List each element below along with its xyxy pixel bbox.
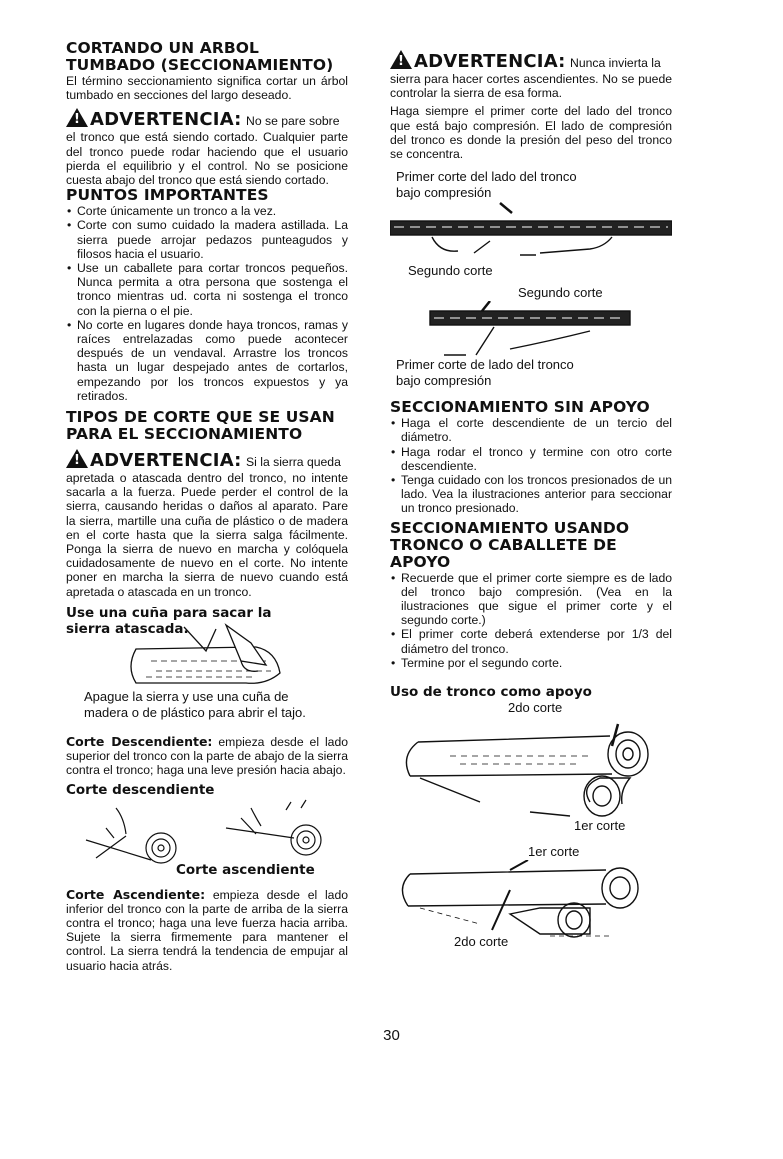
warning-triangle-icon [66, 449, 88, 468]
section-title-important-points: PUNTOS IMPORTANTES [66, 186, 269, 205]
overcut-term: Corte Descendiente: [66, 733, 213, 749]
list-item: • Corte únicamente un tronco a la vez. [77, 204, 348, 218]
undercut-term: Corte Ascendiente: [66, 886, 206, 902]
page-number: 30 [383, 1027, 400, 1044]
list-item: • Haga rodar el tronco y termine con otro corte descendiente. [401, 445, 672, 473]
figure4-top-label: Segundo corte [518, 285, 603, 301]
overcut-figure-label: Corte descendiente [66, 781, 215, 798]
list-item: • Corte con sumo cuidado la madera astillada. La sierra puede arrojar pedazos punteagudos y filosos hacia el usuario. [77, 218, 348, 261]
wedge-caption: Apague la sierra y use una cuña de madera o de plástico para abrir el tajo. [84, 688, 306, 720]
important-points-list [66, 204, 348, 403]
support-fig2-second-cut: 2do corte [454, 934, 509, 950]
warning-text: sierra para hacer cortes ascendientes. No se puede controlar la sierra de esa forma. [390, 72, 672, 101]
unsupported-list [390, 416, 672, 515]
figure4-bottom-label: Primer corte de lado del tronco bajo compresión [396, 357, 574, 389]
list-item: • El primer corte deberá extenderse por 1/3 del diámetro del tronco. [401, 627, 672, 655]
warning-triangle-icon [66, 108, 88, 127]
support-fig1-second-cut: 2do corte [508, 700, 563, 716]
wedge-figure-label: Use una cuña para sacar la sierra atascada. [66, 604, 272, 637]
warning-lead: Si la sierra queda [246, 455, 341, 470]
compression-bottom-illustration [390, 301, 672, 357]
right-column [390, 40, 672, 950]
overcut-description [66, 735, 348, 778]
undercut-description [66, 888, 348, 973]
section-title-cut-types: TIPOS DE CORTE QUE SE USAN PARA EL SECCIONAMIENTO [66, 408, 335, 444]
warning-triangle-icon [390, 50, 412, 69]
overcut-text: empieza desde el lado superior del tronco con la parte de abajo de la sierra contra el tronco; haga una leve presión hacia abajo. [66, 734, 349, 778]
warning-block-invert [390, 50, 672, 100]
support-fig1-first-cut: 1er corte [574, 818, 626, 834]
figure3-bottom-label: Segundo corte [408, 263, 493, 279]
supported-list [390, 571, 672, 670]
warning-block-standing [66, 108, 348, 187]
log-support-illustration-1 [390, 716, 672, 826]
warning-text: apretada o atascada dentro del tronco, no intente sacarla a la fuerza. Puede perder el control de la sierra, causando heridas o daños al aparato. Pare la sierra, martille una cuña de plástico o de madera en el corte hasta que la sierra salga fácilmente. Ponga la sierra de nuevo en marcha y colóquela cuidadosamente de nuevo en el corte. No intente poner en marcha la sierra de nuevo cuando está apretada o atascada en un tronco. [66, 471, 348, 599]
undercut-figure-label: Corte ascendiente [176, 861, 315, 878]
warning-lead: No se pare sobre [246, 114, 340, 129]
support-fig2-first-cut: 1er corte [528, 844, 580, 860]
warning-lead: Nunca invierta la [570, 56, 661, 70]
compression-top-illustration [390, 201, 672, 263]
list-item: • Termine por el segundo corte. [401, 656, 672, 670]
bucking-definition: El término seccionamiento significa cortar un árbol tumbado en secciones del largo deseado. [66, 74, 348, 103]
warning-text: el tronco que está siendo cortado. Cualquier parte del tronco puede rodar haciendo que el usuario pierda el equilibrio y el control. No se posicione cuesta abajo del tronco que está siendo cortado. [66, 130, 348, 188]
section-title-supported: SECCIONAMIENTO USANDO TRONCO O CABALLETE DE APOYO [390, 518, 630, 571]
warning-heading: ADVERTENCIA: [90, 109, 242, 131]
section-title-bucking: CORTANDO UN ARBOL TUMBADO (SECCIONAMIENTO) [66, 39, 334, 74]
list-item: • Use un caballete para cortar troncos pequeños. Nunca permita a otra persona que sostenga el tronco mientras ud. corta ni sostenga el tronco con la pierna o el pie. [77, 261, 348, 318]
warning-heading: ADVERTENCIA: [90, 450, 242, 472]
list-item: • Recuerde que el primer corte siempre es de lado del tronco bajo compresión. (Vea en la ilustraciones que sigue el primer corte y el segundo corte.) [401, 571, 672, 628]
list-item: • No corte en lugares donde haya troncos, ramas y raíces entrelazadas como puede acontecer después de un vendaval. Arrastre los troncos hasta un lugar despejado antes de cortarlos, empezando por los troncos expuestos y ya retirados. [77, 318, 348, 403]
list-item: • Tenga cuidado con los troncos presionados de un lado. Vea la ilustraciones anterior para seccionar un tronco presionado. [401, 473, 672, 516]
section-title-unsupported: SECCIONAMIENTO SIN APOYO [390, 398, 650, 417]
left-column [66, 40, 348, 973]
compression-explanation: Haga siempre el primer corte del lado del tronco que está bajo compresión. El lado de compresión del tronco es donde la presión del peso del tronco se concentra. [390, 104, 672, 162]
log-support-illustration-2 [390, 860, 672, 938]
undercut-text: empieza desde el lado inferior del tronco con la parte de arriba de la sierra contra el tronco; haga una leve fuerza hacia arriba. Sujete la sierra firmemente para mantener el control. La sierra tendrá la tendencia de empujar al usuario hacia atrás. [66, 887, 348, 973]
warning-block-pinched [66, 449, 348, 599]
figure3-top-label: Primer corte del lado del tronco bajo compresión [396, 169, 577, 201]
support-figure-title: Uso de tronco como apoyo [390, 684, 592, 701]
list-item: • Haga el corte descendiente de un tercio del diámetro. [401, 416, 672, 444]
warning-heading: ADVERTENCIA: [414, 51, 566, 72]
